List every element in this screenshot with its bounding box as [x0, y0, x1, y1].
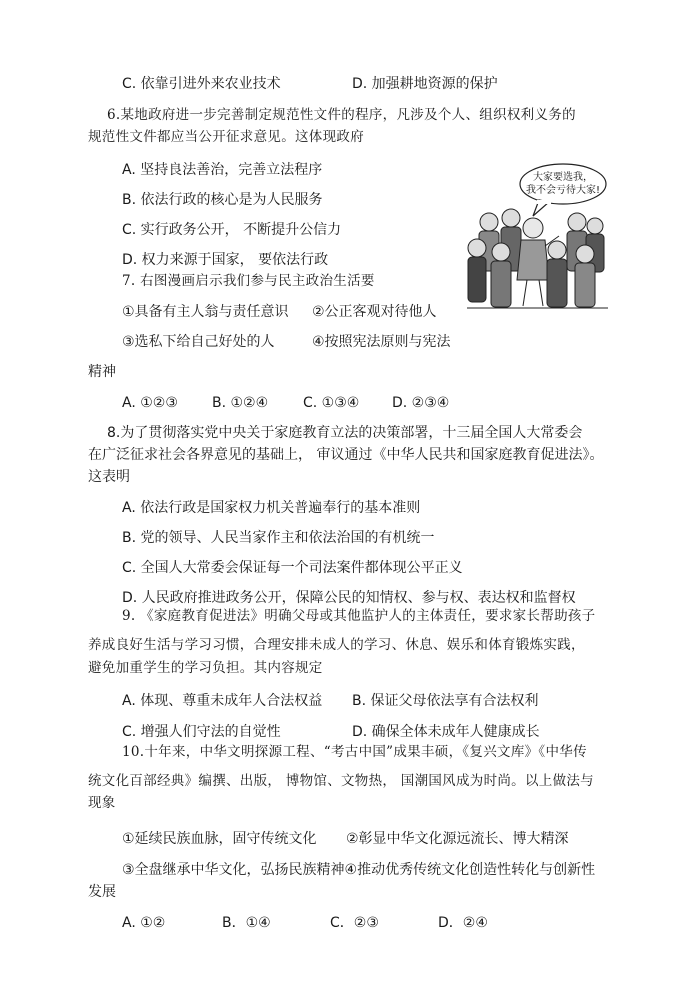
q7-choice-b: B. ①②④: [212, 395, 269, 411]
q7-item-1: ①具备有主人翁与责任意识: [122, 304, 289, 320]
q6-option-b: B. 依法行政的核心是为人民服务: [122, 192, 323, 208]
q8-stem-line3: 这表明: [88, 469, 130, 485]
q6-stem-line2: 规范性文件都应当公开征求意见。这体现政府: [88, 129, 364, 145]
q10-choice-b: B．①④: [222, 915, 271, 931]
q10-choice-c: C．②③: [330, 915, 379, 931]
q7-item-2: ②公正客观对待他人: [312, 304, 437, 320]
q7-item-3: ③选私下给自己好处的人: [122, 334, 275, 350]
bubble-text-line2: 我不会亏待大家!: [525, 185, 601, 196]
q9-option-b: B. 保证父母依法享有合法权利: [352, 693, 539, 709]
q9-stem-line3: 避免加重学生的学习负担。其内容规定: [88, 660, 323, 676]
q10-stem-line3: 现象: [88, 795, 116, 811]
speech-bubble: [520, 164, 606, 204]
q7-choice-c: C. ①③④: [303, 395, 360, 411]
q10-item-2: ②彰显中华文化源远流长、博大精深: [346, 831, 569, 847]
q6-option-a: A. 坚持良法善治，完善立法程序: [122, 162, 323, 178]
q7-choice-d: D. ②③④: [392, 395, 450, 411]
q8-stem-line2: 在广泛征求社会各界意见的基础上， 审议通过《中华人民共和国家庭教育促进法》。: [88, 447, 604, 463]
q8-stem-line1: 8.为了贯彻落实党中央关于家庭教育立法的决策部署，十三届全国人大常委会: [107, 425, 583, 441]
q6-stem-line1: 6.某地政府进一步完善制定规范性文件的程序，凡涉及个人、组织权利义务的: [107, 107, 576, 123]
q8-option-d: D. 人民政府推进政务公开，保障公民的知情权、参与权、表达权和监督权: [122, 590, 576, 606]
q10-stem-line2: 统文化百部经典》编撰、出版， 博物馆、文物热， 国潮国风成为时尚。以上做法与: [88, 773, 594, 789]
q9-option-d: D. 确保全体未成年人健康成长: [352, 724, 540, 740]
q10-choice-a: A. ①②: [122, 915, 166, 931]
q10-item-1: ①延续民族血脉，固守传统文化: [122, 831, 317, 847]
q6-option-d: D. 权力来源于国家， 要依法行政: [122, 252, 329, 268]
q7-choice-a: A. ①②③: [122, 395, 178, 411]
election-cartoon-image: [467, 160, 608, 310]
q8-option-c: C. 全国人大常委会保证每一个司法案件都体现公平正义: [122, 560, 463, 576]
q9-option-c: C. 增强人们守法的自觉性: [122, 724, 281, 740]
q5-option-d: D. 加强耕地资源的保护: [352, 76, 498, 92]
q10-choice-d: D．②④: [438, 915, 488, 931]
q6-option-c: C. 实行政务公开， 不断提升公信力: [122, 222, 342, 238]
q5-option-c: C. 依靠引进外来农业技术: [122, 76, 281, 92]
q9-stem-line1: 9. 《家庭教育促进法》明确父母或其他监护人的主体责任，要求家长帮助孩子: [122, 608, 596, 624]
q10-item-4-cont: 发展: [88, 884, 116, 900]
q7-stem: 7. 右图漫画启示我们参与民主政治生活要: [122, 273, 375, 289]
bubble-text-line1: 大家要选我，: [533, 172, 593, 183]
q8-option-b: B. 党的领导、人民当家作主和依法治国的有机统一: [122, 530, 435, 546]
crowd-figures: [468, 209, 604, 307]
q7-item-4-cont: 精神: [88, 364, 116, 380]
q10-item-3-4: ③全盘继承中华文化，弘扬民族精神④推动优秀传统文化创造性转化与创新性: [122, 862, 596, 878]
q8-option-a: A. 依法行政是国家权力机关普遍奉行的基本准则: [122, 500, 421, 516]
q10-stem-line1: 10.十年来，中华文明探源工程、“考古中国”成果丰硕，《复兴文库》《中华传: [122, 744, 587, 760]
q9-option-a: A. 体现、尊重未成年人合法权益: [122, 693, 323, 709]
q9-stem-line2: 养成良好生活与学习习惯，合理安排未成人的学习、休息、娱乐和体育锻炼实践，: [88, 637, 585, 653]
q7-item-4: ④按照宪法原则与宪法: [312, 334, 451, 350]
